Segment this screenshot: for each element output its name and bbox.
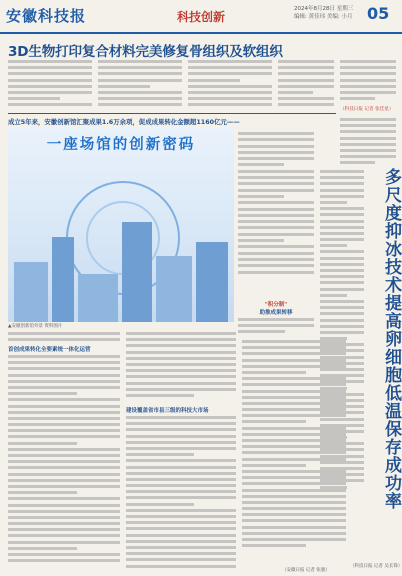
- building-graphic: [156, 256, 192, 322]
- article2-col-2-body: [126, 416, 236, 576]
- article2-source: （安徽日报 记者 张骏）: [282, 568, 330, 573]
- article1-col-2: [98, 60, 182, 110]
- article1-byline: （科技日报 记者 张佳星）: [340, 107, 394, 112]
- article3-col-top: [340, 118, 396, 170]
- article3-source: （科技日报 记者 吴长锋）: [350, 564, 402, 569]
- article2-col-2: [126, 332, 236, 404]
- infographic-banner: [8, 127, 234, 322]
- page-number: 05: [367, 4, 390, 23]
- inset-subtitle: [238, 300, 314, 316]
- article1-col-1: [8, 60, 92, 110]
- article2-sidebar-col: [238, 132, 314, 277]
- masthead: [0, 0, 402, 34]
- photo-caption: ▲安徽创新馆外景 资料图片: [8, 324, 63, 329]
- article2-col-1: [8, 332, 120, 344]
- building-graphic: [52, 237, 74, 322]
- article3-col-body: [320, 170, 364, 562]
- newspaper-logo: 安徽科技报: [6, 7, 87, 25]
- building-graphic: [122, 222, 152, 322]
- building-graphic: [14, 262, 48, 322]
- issue-info: [294, 5, 353, 21]
- vertical-headline: 多尺度抑冰技术提高卵细胞低温保存成功率: [381, 168, 401, 510]
- building-graphic: [196, 242, 228, 322]
- issue-editors: 编辑: 黄佳玮 美编: 小月: [294, 14, 353, 20]
- inset-title-2: 助推成果转移: [259, 310, 293, 316]
- section-title: 科技创新: [176, 10, 225, 24]
- article1-col-4: [278, 60, 334, 110]
- infographic-title: 一座场馆的创新密码: [46, 137, 196, 153]
- article-headline: 3D生物打印复合材料完美修复骨组织及软组织: [8, 44, 283, 60]
- article-divider: [8, 113, 336, 114]
- article2-subhead: 成立5年来，安徽创新馆汇聚成果1.6万余项，促成成果转化金额超1160亿元——: [8, 118, 240, 126]
- article2-sidebar-col-2: [238, 318, 314, 334]
- section-heading-2: 建设覆盖省市县三级的科技大市场: [126, 408, 209, 414]
- inset-title-1: "积分制": [264, 302, 288, 308]
- section-heading-1: 首创成果转化全要素统一体化运营: [8, 347, 91, 353]
- building-graphic: [78, 274, 118, 322]
- article1-col-5: [340, 60, 396, 110]
- article1-col-3: [188, 60, 272, 110]
- issue-date: 2024年8月28日 星期三: [294, 6, 354, 12]
- article2-col-1-body: [8, 355, 120, 576]
